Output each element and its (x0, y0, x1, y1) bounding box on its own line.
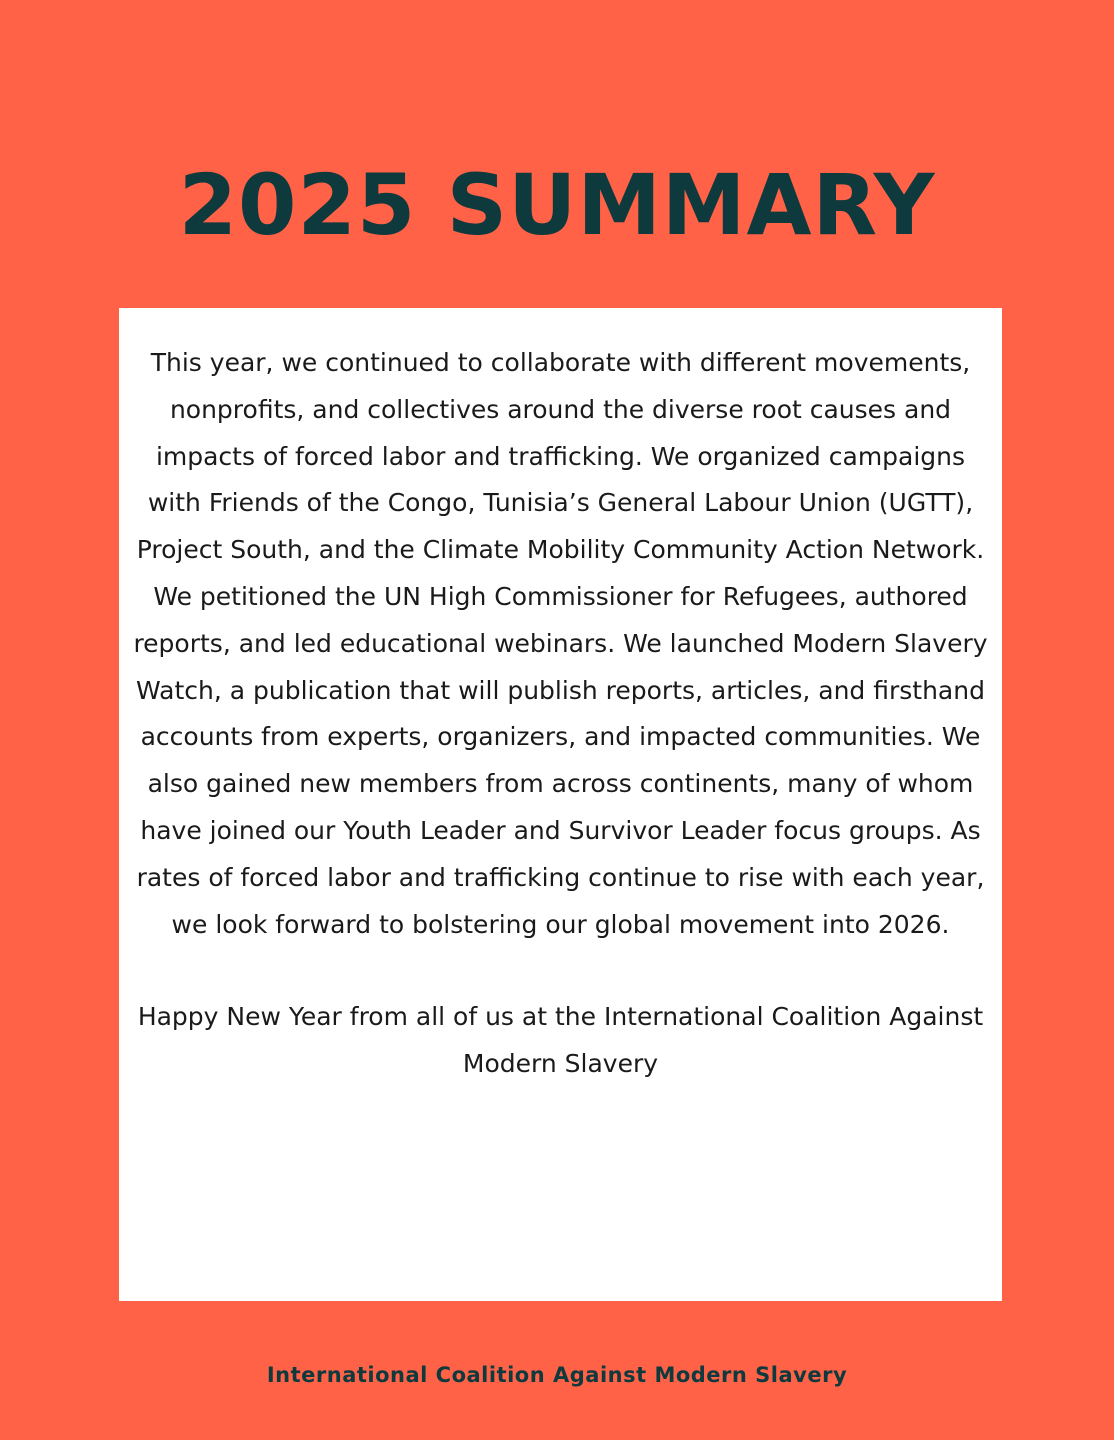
page-title: 2025 SUMMARY (178, 156, 936, 254)
summary-card (119, 308, 1002, 1301)
closing-message: Happy New Year from all of us at the International Coalition Against Modern Slavery (137, 1002, 984, 1079)
summary-paragraph: This year, we continued to collaborate with different movements, nonprofits, and collectives around the diverse root causes and impacts of forced labor and trafficking. We organized campaigns with Friends of the Congo, Tunisia’s General Labour Union (UGTT), Project South, and the Climate Mobility Community Action Network. We petitioned the UN High Commissioner for Refugees, authored reports, and led educational webinars. We launched Modern Slavery Watch, a publication that will publish reports, articles, and firsthand accounts from experts, organizers, and impacted communities. We also gained new members from across continents, many of whom have joined our Youth Leader and Survivor Leader focus groups. As rates of forced labor and trafficking continue to rise with each year, we look forward to bolstering our global movement into 2026. (133, 348, 988, 939)
organization-footer: International Coalition Against Modern Slavery (266, 1363, 848, 1387)
